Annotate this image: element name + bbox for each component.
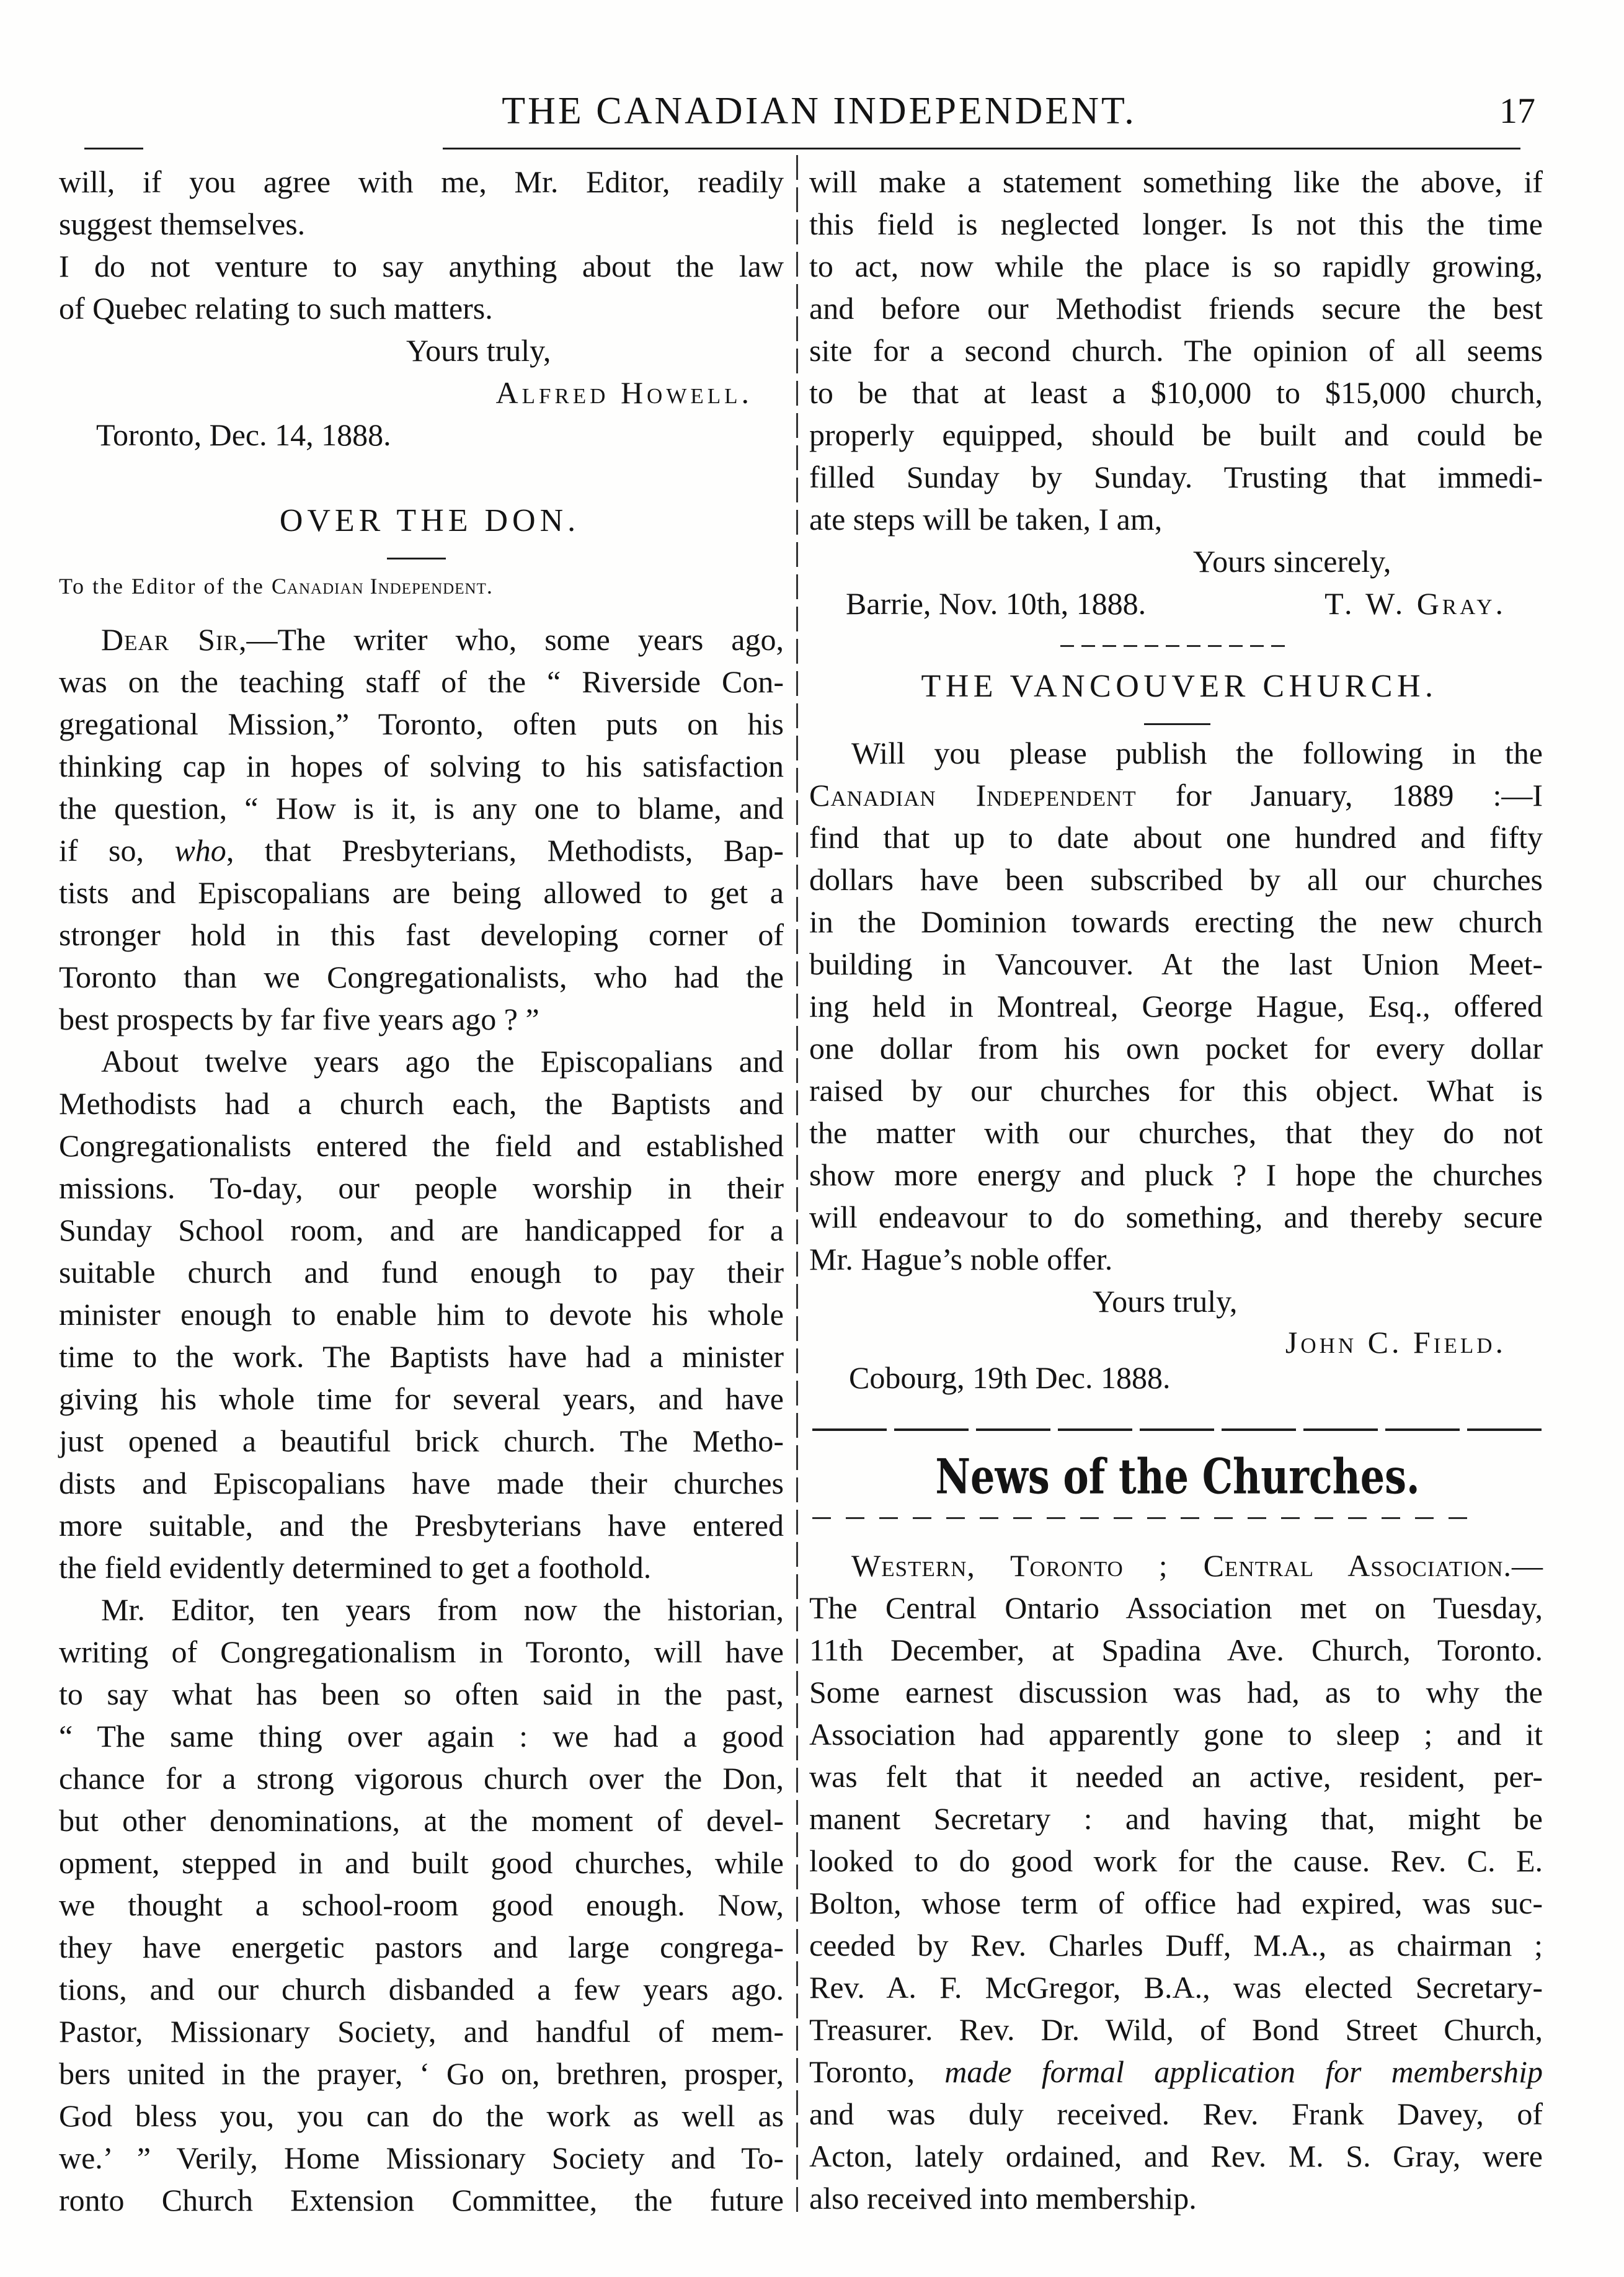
text-line: ronto Church Extension Committee, the future <box>59 2183 784 2217</box>
text-line: more suitable, and the Presbyterians have entered <box>59 1508 784 1543</box>
news-paragraph <box>809 1544 1543 2219</box>
text-line: will endeavour to do something, and thereby secure <box>809 1200 1543 1234</box>
text-line: dollars have been subscribed by all our churches <box>809 862 1543 897</box>
article-title-over-the-don: OVER THE DON. <box>279 503 580 538</box>
letter-signature: John C. Field. <box>1285 1325 1506 1360</box>
text-line: was felt that it needed an active, resident, per- <box>809 1759 1543 1794</box>
text-line: but other denominations, at the moment of devel- <box>59 1803 784 1838</box>
text-line: writing of Congregationalism in Toronto, will have <box>59 1634 784 1669</box>
masthead-title: THE CANADIAN INDEPENDENT. <box>502 90 1137 132</box>
text-line: Congregationalists entered the field and established <box>59 1128 784 1163</box>
small-caps-text: Dear Sir <box>101 622 239 657</box>
text-line: in the Dominion towards erecting the new church <box>809 904 1543 939</box>
continued-article <box>809 161 1543 540</box>
text-line: 11th December, at Spadina Ave. Church, Toronto. <box>809 1633 1543 1667</box>
text-line: Association had apparently gone to sleep ; and it <box>809 1717 1543 1752</box>
section-title-text: News of the Churches. <box>935 1448 1420 1505</box>
letter-place-date: Toronto, Dec. 14, 1888. <box>96 417 391 452</box>
text-line: to act, now while the place is so rapidly growing, <box>809 249 1543 283</box>
text-line: tists and Episcopalians are being allowed to get a <box>59 875 784 910</box>
text-line: Bolton, whose term of office had expired, was suc- <box>809 1886 1543 1920</box>
text-line: Some earnest discussion was had, as to why the <box>809 1675 1543 1709</box>
text-line: God bless you, you can do the work as well as <box>59 2098 784 2133</box>
letter-signature: Alfred Howell. <box>495 375 753 410</box>
letter-closing: Yours truly, <box>406 333 551 368</box>
text-line: they have energetic pastors and large congrega- <box>59 1930 784 1964</box>
letter-closing: Yours sincerely, <box>1193 544 1391 579</box>
text-line: we.’ ” Verily, Home Missionary Society and To- <box>59 2141 784 2175</box>
text-line: Acton, lately ordained, and Rev. M. S. Gray, were <box>809 2139 1543 2173</box>
letter-signature: T. W. Gray. <box>1324 586 1506 621</box>
header-rule-left <box>84 148 143 149</box>
text-line: Treasurer. Rev. Dr. Wild, of Bond Street Church, <box>809 2012 1543 2047</box>
paragraph <box>59 618 784 1040</box>
text-segment: To the Editor of the <box>59 574 272 599</box>
title-rule <box>387 558 446 559</box>
text-line: ate steps will be taken, I am, <box>809 502 1163 537</box>
vancouver-paragraph <box>809 732 1543 1280</box>
text-line: giving his whole time for several years, and have <box>59 1381 784 1416</box>
small-caps-text: Canadian Independent. <box>271 574 493 599</box>
text-line: ing held in Montreal, George Hague, Esq., offered <box>809 989 1543 1023</box>
text-line: find that up to date about one hundred and fifty <box>809 820 1543 855</box>
text-line <box>809 2051 1543 2093</box>
text-line <box>59 829 784 871</box>
text-line: of Quebec relating to such matters. <box>59 291 493 326</box>
text-line: to say what has been so often said in the past, <box>59 1677 784 1711</box>
text-line: Mr. Hague’s noble offer. <box>809 1242 1113 1277</box>
text-line: About twelve years ago the Episcopalians and <box>101 1044 784 1079</box>
text-line: chance for a strong vigorous church over the Don, <box>59 1761 784 1796</box>
text-line: dists and Episcopalians have made their churches <box>59 1466 784 1500</box>
text-segment: , that Presbyterians, Methodists, Bap- <box>226 833 784 868</box>
text-line: show more energy and pluck ? I hope the churches <box>809 1157 1543 1192</box>
text-line: Toronto than we Congregationalists, who had the <box>59 960 784 994</box>
page-number: 17 <box>1499 91 1535 131</box>
text-line <box>59 618 784 661</box>
text-line: best prospects by far five years ago ? ” <box>59 1002 539 1036</box>
header-rule <box>443 148 1520 149</box>
text-line: Methodists had a church each, the Baptists and <box>59 1086 784 1121</box>
text-segment: Toronto, <box>809 2054 945 2089</box>
text-line: also received into membership. <box>809 2181 1197 2216</box>
text-line: properly equipped, should be built and could be <box>809 417 1543 452</box>
text-line: site for a second church. The opinion of all seems <box>809 333 1543 368</box>
text-line: Mr. Editor, ten years from now the historian, <box>101 1592 784 1627</box>
text-line: Sunday School room, and are handicapped for a <box>59 1213 784 1247</box>
text-line: The Central Ontario Association met on Tuesday, <box>809 1590 1543 1625</box>
letter-place-date: Cobourg, 19th Dec. 1888. <box>849 1360 1171 1395</box>
text-line: Will you please publish the following in the <box>851 736 1543 770</box>
section-title-news <box>812 1448 1543 1505</box>
text-line: looked to do good work for the cause. Rev. C. E. <box>809 1843 1543 1878</box>
text-line: we thought a school-room good enough. Now, <box>59 1887 784 1922</box>
text-line: was on the teaching staff of the “ Riverside Con- <box>59 664 784 699</box>
text-line: suitable church and fund enough to pay their <box>59 1255 784 1290</box>
section-separator <box>1060 645 1292 647</box>
text-line: and before our Methodist friends secure the best <box>809 291 1543 326</box>
text-segment: if so, <box>59 833 175 868</box>
addressee-line <box>59 571 493 602</box>
italic-text: made formal application for membership <box>944 2054 1543 2089</box>
text-line: and was duly received. Rev. Frank Davey, of <box>809 2097 1543 2131</box>
text-line: filled Sunday by Sunday. Trusting that immedi- <box>809 460 1543 494</box>
text-line: will, if you agree with me, Mr. Editor, readily <box>59 164 784 199</box>
text-line <box>809 1544 1543 1587</box>
text-line: time to the work. The Baptists have had a minister <box>59 1339 784 1374</box>
text-line: Pastor, Missionary Society, and handful of mem- <box>59 2014 784 2049</box>
text-line: just opened a beautiful brick church. The Metho- <box>59 1424 784 1458</box>
text-line: tions, and our church disbanded a few years ago. <box>59 1972 784 2007</box>
paragraph <box>59 1040 784 1589</box>
over-the-don-body <box>59 618 784 2221</box>
text-line: to be that at least a $10,000 to $15,000 church, <box>809 375 1543 410</box>
text-line: the field evidently determined to get a foothold. <box>59 1550 652 1585</box>
small-caps-text: Canadian Independent <box>809 778 1137 813</box>
text-line: gregational Mission,” Toronto, often puts on his <box>59 706 784 741</box>
text-line: Rev. A. F. McGregor, B.A., was elected Secretary- <box>809 1970 1543 2005</box>
text-segment: — <box>1512 1548 1543 1583</box>
small-caps-text: Western, Toronto ; Central Association. <box>851 1548 1512 1583</box>
text-line: will make a statement something like the above, if <box>809 164 1543 199</box>
quebec-paragraph <box>59 245 784 329</box>
text-segment: ,—The writer who, some years ago, <box>238 622 784 657</box>
column-divider <box>796 155 798 2214</box>
section-rule-top <box>812 1428 1543 1431</box>
text-line <box>809 774 1543 816</box>
text-line: “ The same thing over again : we had a good <box>59 1719 784 1753</box>
text-line: the matter with our churches, that they do not <box>809 1115 1543 1150</box>
continued-letter <box>59 161 784 245</box>
text-line: raised by our churches for this object. What is <box>809 1073 1543 1108</box>
letter-closing: Yours truly, <box>1093 1284 1238 1319</box>
text-segment: for January, 1889 :—I <box>1136 778 1543 813</box>
text-line: this field is neglected longer. Is not this the time <box>809 207 1543 241</box>
text-line: missions. To-day, our people worship in their <box>59 1170 784 1205</box>
text-line: suggest themselves. <box>59 207 306 241</box>
section-rule-bottom <box>812 1517 1476 1519</box>
text-line: building in Vancouver. At the last Union Meet- <box>809 947 1543 981</box>
title-rule <box>1144 723 1210 725</box>
italic-text: who <box>174 833 226 868</box>
text-line: ceeded by Rev. Charles Duff, M.A., as chairman ; <box>809 1928 1543 1963</box>
text-line: opment, stepped in and built good churches, while <box>59 1845 784 1880</box>
letter-place-date: Barrie, Nov. 10th, 1888. <box>846 586 1147 621</box>
text-line: minister enough to enable him to devote his whole <box>59 1297 784 1332</box>
text-line: manent Secretary : and having that, might be <box>809 1801 1543 1836</box>
text-line: one dollar from his own pocket for every dollar <box>809 1031 1543 1066</box>
text-line: the question, “ How is it, is any one to blame, and <box>59 791 784 826</box>
text-line: bers united in the prayer, ‘ Go on, brethren, prosper, <box>59 2056 784 2091</box>
article-title-vancouver-church: THE VANCOUVER CHURCH. <box>921 669 1438 704</box>
text-line: I do not venture to say anything about the law <box>59 249 784 283</box>
text-line: stronger hold in this fast developing corner of <box>59 917 784 952</box>
paragraph <box>59 1589 784 2221</box>
text-line: thinking cap in hopes of solving to his satisfaction <box>59 749 784 783</box>
